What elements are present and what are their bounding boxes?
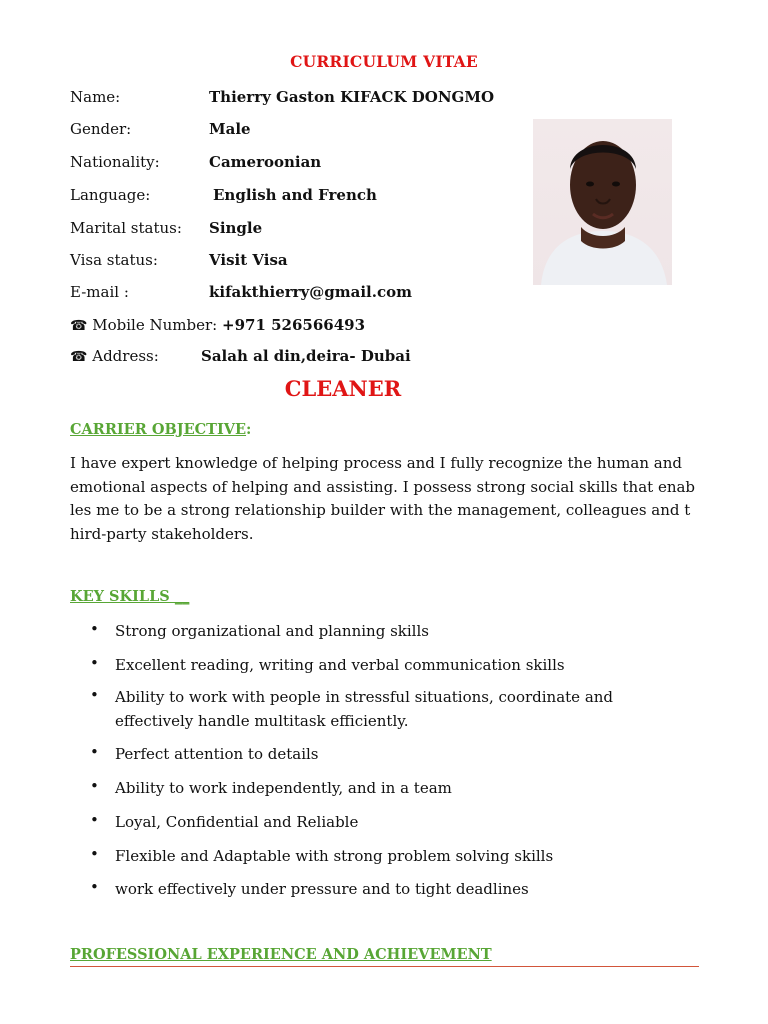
address-value: Salah al din,deira- Dubai (201, 347, 411, 365)
bullet-icon: • (90, 777, 99, 795)
key-skills-heading: KEY SKILLS __ (70, 588, 190, 605)
skill-text: work effectively under pressure and to tight deadlines (115, 880, 529, 898)
skill-text: Loyal, Confidential and Reliable (115, 813, 359, 831)
email-value[interactable]: kifakthierry@gmail.com (209, 283, 412, 301)
section-divider (70, 966, 699, 967)
person-icon (533, 119, 672, 285)
skill-text: Ability to work independently, and in a team (115, 779, 452, 797)
bullet-icon: • (90, 743, 99, 761)
objective-heading-text: CARRIER OBJECTIVE (70, 421, 247, 438)
profile-photo (533, 119, 672, 285)
bullet-icon: • (90, 654, 99, 672)
skill-text: Excellent reading, writing and verbal communication skills (115, 656, 565, 674)
gender-value: Male (209, 120, 251, 138)
email-label: E-mail : (70, 283, 129, 301)
skill-text: Flexible and Adaptable with strong problem solving skills (115, 847, 554, 865)
visa-status-label: Visa status: (70, 251, 158, 269)
bullet-icon: • (90, 811, 99, 829)
objective-heading (70, 421, 251, 438)
bullet-icon: • (90, 845, 99, 863)
phone-icon: ☎ (70, 349, 88, 365)
skill-text: Perfect attention to details (115, 745, 319, 763)
phone-icon: ☎ (70, 318, 88, 334)
bullet-icon: • (90, 878, 99, 896)
objective-heading-colon: : (246, 421, 252, 438)
marital-status-value: Single (209, 219, 263, 237)
language-value: English and French (213, 186, 377, 204)
job-title: CLEANER (284, 376, 402, 401)
nationality-value: Cameroonian (209, 153, 322, 171)
name-value: Thierry Gaston KIFACK DONGMO (209, 88, 495, 106)
marital-status-label: Marital status: (70, 219, 182, 237)
visa-status-value: Visit Visa (209, 251, 288, 269)
nationality-label: Nationality: (70, 153, 160, 171)
objective-text: I have expert knowledge of helping process and I fully recognize the human and emotional aspects of helping and assisting. I possess strong social skills that enab les me to be a strong relationship builder with the management, colleagues and t hird-party stakeholders. (70, 454, 696, 543)
experience-heading: PROFESSIONAL EXPERIENCE AND ACHIEVEMENT (70, 946, 492, 963)
gender-label: Gender: (70, 120, 132, 138)
address-row (70, 347, 159, 365)
bullet-icon: • (90, 620, 99, 638)
language-label: Language: (70, 186, 151, 204)
name-label: Name: (70, 88, 121, 106)
document-title: CURRICULUM VITAE (290, 52, 478, 71)
skill-text: Strong organizational and planning skills (115, 622, 429, 640)
mobile-value[interactable]: +971 526566493 (222, 316, 366, 334)
mobile-row (70, 316, 217, 334)
bullet-icon: • (90, 686, 99, 704)
mobile-label: Mobile Number: (92, 316, 218, 334)
address-label: Address: (92, 347, 159, 365)
skill-text: Ability to work with people in stressful situations, coordinate and effectively handle multitask efficiently. (115, 688, 614, 730)
